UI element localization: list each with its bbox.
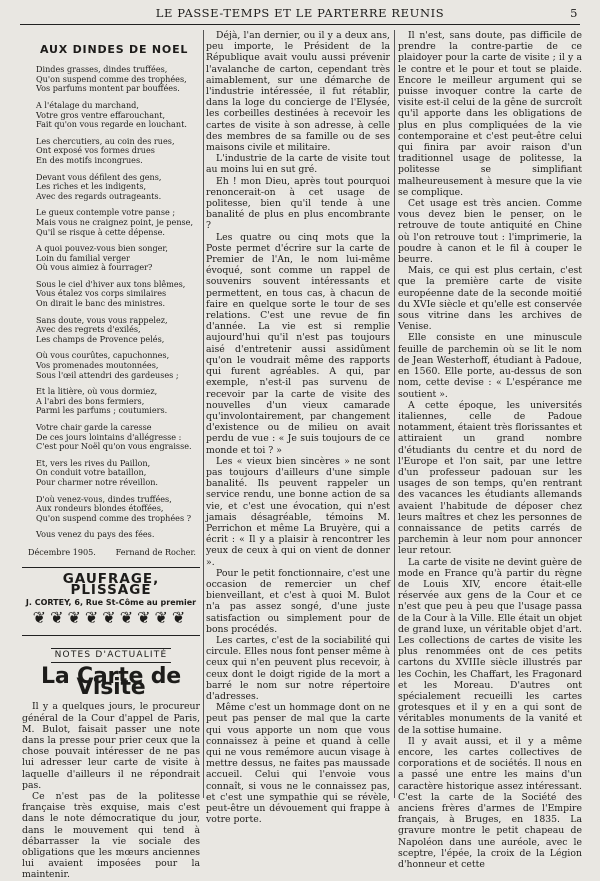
article-text-col1 [22, 701, 200, 880]
paragraph: Pour le petit fonctionnaire, c'est une occasion de remercier un chef bienveillant, et c'est à quoi M. Bulot n'a pas assez songé, d'une juste satisfaction ou simplement pour de bons procédés. [206, 567, 390, 635]
poem-line: Dindes grasses, dindes truffées, [36, 64, 168, 75]
article-text-col3 [398, 30, 582, 871]
poem-stanza [36, 173, 200, 202]
article-headline: La Carte de Visite [41, 663, 181, 701]
poem-line: Fait qu'on vous regarde en louchant. [36, 119, 187, 130]
poem-line: Et la litière, où vous dormiez, [36, 386, 158, 397]
poem-line: A quoi pouvez-vous bien songer, [36, 243, 168, 254]
paragraph: A cette époque, les universités italiennes, celle de Padoue notamment, étaient très florissantes et attiraient un grand nombre d'étudiants du centre et du nord de l'Europe et l'on sait, par une lettre d'un professeur padouan sur les usages de son temps, qu'en rentrant des vacances les étudiants allemands avaient l'habitude de déposer chez leurs maîtres et chez les personnes de connaissance de petits carrés de parchemin à leur nom pour annoncer leur retour. [398, 399, 582, 557]
poem-line: A l'étalage du marchand, [36, 99, 139, 110]
advertisement [22, 568, 200, 627]
poem-stanza [36, 65, 200, 94]
poem-stanza [36, 280, 200, 309]
running-head [20, 6, 580, 24]
poem-line: Où vous aimiez à fourrager? [36, 262, 153, 273]
poem-line: Qu'il se risque à cette dépense. [36, 226, 165, 237]
column-rule [203, 30, 204, 798]
paragraph: Il n'est, sans doute, pas difficile de prendre la contre-partie de ce plaidoyer pour la carte de visite ; il y a le contre et le pour et tout se plaide. Encore le meilleur argument qui se puisse invoquer contre la carte de visite est-il celui de la gêne de surcroît qu'il apporte dans les obligations de plus en plus compliquées de la vie contemporaine et c'est peut-être celui qui finira par avoir raison d'un traditionnel usage de politesse, la politesse se simplifiant malheureusement à mesure que la vie se complique. [398, 30, 582, 198]
poem-author: Fernand de Rocher. [115, 546, 196, 557]
poem-stanza [36, 530, 200, 540]
paragraph: Les « vieux bien sincères » ne sont pas toujours d'ailleurs d'une simple banalité. Ils peuvent rappeler un service rendu, une bonne action de sa vie, et c'est une évocation, qui n'est jamais désagréable, témoins M. Perrichon et même La Bruyère, qui a écrit : « Il y a plaisir à rencontrer les yeux de ceux à qui on vient de donner ». [206, 455, 390, 568]
paragraph: Il y a quelques jours, le procureur général de la Cour d'appel de Paris, M. Bulot, faisait passer une note dans la presse pour prier ceux que la chose pouvait intéresser de ne pas lui adresser leur carte de visite à laquelle d'ailleurs il ne répondrait pas. [22, 701, 200, 791]
ornament-row: ❦❦❦❦❦❦❦❦❦ [32, 607, 190, 627]
publication-title: LE PASSE-TEMPS ET LE PARTERRE REUNIS [155, 6, 445, 20]
column-rule [394, 30, 395, 798]
poem-stanza [36, 495, 200, 524]
poem [36, 65, 200, 540]
poem-line: D'où venez-vous, dindes truffées, [36, 493, 172, 504]
poem-title: AUX DINDES DE NOEL [40, 43, 189, 56]
poem-line: Sans doute, vous vous rappelez, [36, 314, 168, 325]
article-text-col2 [206, 30, 390, 826]
poem-stanza [36, 423, 200, 452]
poem-stanza [36, 208, 200, 237]
poem-line: Les chercutiers, au coin des rues, [36, 135, 175, 146]
poem-stanza [36, 137, 200, 166]
poem-line: Vos promenades moutonnées, [36, 360, 159, 371]
column-1 [22, 30, 200, 881]
poem-stanza [36, 459, 200, 488]
poem-date: Décembre 1905. [28, 546, 96, 557]
page-number: 5 [570, 6, 578, 20]
poem-line: Pour charmer notre réveillon. [36, 476, 159, 487]
paragraph: Il y avait aussi, et il y a même encore, les cartes collectives de corporations et de sociétés. Il nous en a passé une entre les mains d'un caractère historique assez intéressant. C'est la carte de la Société des anciens frères d'armes de l'Empire français, à Bruges, en 1835. La gravure montre le petit chapeau de Napoléon dans une auréole, avec le sceptre, l'épée, la croix de la Légion d'honneur et cette [398, 735, 582, 871]
poem-line: Sous le ciel d'hiver aux tons blêmes, [36, 278, 186, 289]
divider [22, 635, 200, 636]
poem-line: Mais vous ne craignez point, je pense, [36, 216, 194, 227]
poem-line: Avec des regards outrageants. [36, 190, 162, 201]
paragraph: Les quatre ou cinq mots que la Poste permet d'écrire sur la carte de Premier de l'An, le nom lui-même évoqué, sont comme un rappel de souvenirs souvent intéressants et permettent, en tous cas, à chacun de faire en quelque sorte le tour de ses relations. C'est une revue de fin d'année. La vie est si remplie aujourd'hui qu'il n'est pas toujours aisé d'entretenir aussi assidûment qu'on le voudrait même des rapports qui furent agréables. A qui, par exemple, n'est-il pas survenu de recevoir par la carte de visite des nouvelles d'un vieux camarade qu'involontairement, par changement d'existence ou de milieu on avait perdu de vue : « Je suis toujours de ce monde et toi ? » [206, 231, 390, 456]
poem-line: Qu'on suspend comme des trophées ? [36, 512, 192, 523]
ad-address: J. CORTEY, 6, Rue St-Côme au premier [25, 598, 197, 608]
header-rule [20, 24, 580, 25]
poem-line: Vous étalez vos corps similaires [36, 288, 167, 299]
poem-line: A l'abri des bons fermiers, [36, 395, 145, 406]
paragraph: Les cartes, c'est de la sociabilité qui circule. Elles nous font penser même à ceux qui n'en peuvent plus recevoir, à ceux dont le doigt rigide de la mort a barré le nom sur notre répertoire d'adresses. [206, 634, 390, 702]
poem-signature [22, 547, 200, 559]
paragraph: Ce n'est pas de la politesse française très exquise, mais c'est dans le note démocratique du jour, dans le mouvement qui tend à débarrasser la vie sociale des obligations que les mœurs anciennes lui avaient imposées pour la maintenir. [22, 791, 200, 881]
poem-line: Ont exposé vos formes drues [36, 145, 155, 156]
poem-line: Et, vers les rives du Paillon, [36, 457, 151, 468]
paragraph: L'industrie de la carte de visite tout au moins lui en sut gré. [206, 153, 390, 176]
poem-stanza [36, 387, 200, 416]
poem-line: Votre chair garde la caresse [36, 422, 152, 433]
poem-line: Qu'on suspend comme des trophées, [36, 73, 187, 84]
poem-line: Le gueux contemple votre panse ; [36, 207, 176, 218]
poem-line: Vos parfums montent par bouffées. [36, 83, 180, 94]
poem-stanza [36, 351, 200, 380]
poem-stanza [36, 101, 200, 130]
ad-headline: GAUFRAGE, PLISSAGE [62, 570, 160, 599]
paragraph: Déjà, l'an dernier, ou il y a deux ans, peu importe, le Président de la République avait voulu aussi prévenir l'avalanche de carton, cependant très aimablement, sur une démarche de l'industrie intéressée, il fut rétablir, dans la loge du concierge de l'Elysée, les corbeilles destinées à recevoir les cartes de visite à son adresse, à celle des membres de sa famille ou de ses maisons civile et militaire. [206, 30, 390, 154]
poem-line: Avec des regrets d'exilés, [36, 324, 141, 335]
poem-line: En des motifs incongrues. [36, 154, 143, 165]
poem-line: On dirait le banc des ministres. [36, 298, 166, 309]
section-kicker: NOTES D'ACTUALITÉ [22, 648, 200, 663]
poem-stanza [36, 244, 200, 273]
poem-line: Où vous courûtes, capuchonnes, [36, 350, 170, 361]
paragraph: Même c'est un hommage dont on ne peut pas penser de mal que la carte qui vous apporte un nom que vous connaissez à peine et quand à celle qui ne vous remémore aucun visage à mettre dessus, ne faites pas maussade accueil. Celui qui l'envoie vous connaît, si vous ne le connaissez pas, et c'est une sympathie qui se révèle, peut-être un dévouement qui frappe à votre porte. [206, 702, 390, 826]
poem-line: Aux rondeurs blondes étoffées, [36, 503, 164, 514]
poem-line: Les riches et les indigents, [36, 181, 147, 192]
poem-line: C'est pour Noël qu'on vous engraisse. [36, 441, 192, 452]
poem-line: Parmi les parfums ; coutumiers. [36, 405, 168, 416]
poem-line: Les champs de Provence pelés, [36, 333, 165, 344]
paragraph: Mais, ce qui est plus certain, c'est que la première carte de visite européenne date de la seconde moitié du XVIe siècle et qu'elle est conservée sous vitrine dans les archives de Venise. [398, 265, 582, 333]
poem-line: On conduit votre bataillon, [36, 467, 147, 478]
paragraph: Cet usage est très ancien. Comme vous devez bien le penser, on le retrouve de toute antiquité en Chine où l'on retrouve tout : l'imprimerie, la poudre à canon et le fil à couper le beurre. [398, 198, 582, 266]
poem-line: De ces jours lointains d'allégresse : [36, 431, 182, 442]
paragraph: Elle consiste en une minuscule feuille de parchemin où se lit le nom de Jean Westerhoff, étudiant à Padoue, en 1560. Elle porte, au-dessus de son nom, cette devise : « L'espérance me soutient ». [398, 332, 582, 400]
poem-line: Votre gros ventre effarouchant, [36, 109, 166, 120]
paragraph: Eh ! mon Dieu, après tout pourquoi renoncerait-on à cet usage de politesse, bien qu'il tende à une banalité de plus en plus encombrante ? [206, 175, 390, 232]
poem-line: Devant vous défilent des gens, [36, 171, 162, 182]
poem-line: Sous l'œil attendri des gardeuses ; [36, 369, 179, 380]
poem-stanza [36, 316, 200, 345]
poem-line: Loin du familial verger [36, 252, 130, 263]
paragraph: La carte de visite ne devint guère de mode en France qu'à partir du règne de Louis XIV, encore était-elle réservée aux gens de la Cour et ce n'est que peu à peu que l'usage passa de la Cour à la Ville. Elle était un objet de grand luxe, un véritable objet d'art. Les collections de cartes de visite les plus renommées ont de ces petits cartons du XVIIIe siècle illustrés par les Cochin, les Chaffart, les Fragonard et les Moreau. D'autres ont spécialement recueilli les cartes grotesques et il y en a qui sont de véritables monuments de la vanité et de la sottise humaine. [398, 556, 582, 736]
poem-line: Vous venez du pays des fées. [36, 529, 155, 540]
